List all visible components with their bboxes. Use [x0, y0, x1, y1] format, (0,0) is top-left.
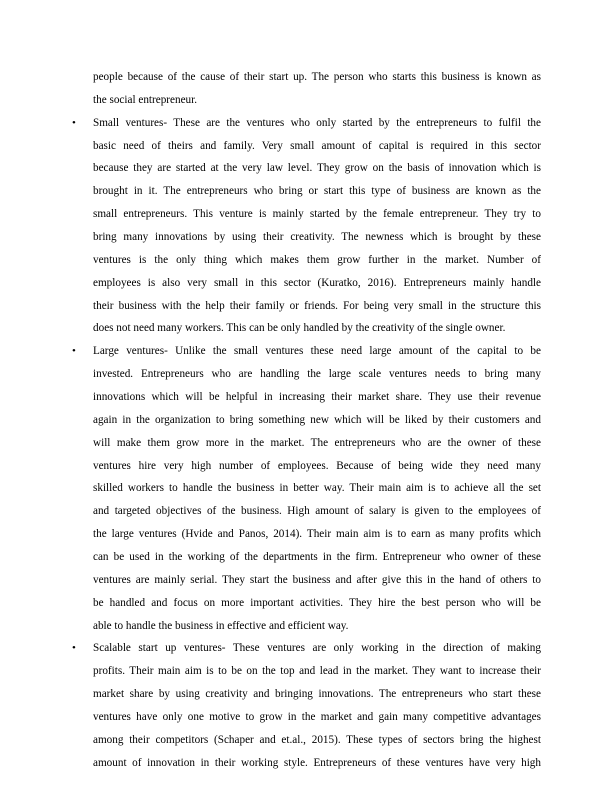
- scalable-ventures-line: ventures have only one motive to grow in the market and gain many competitive advantages: [93, 711, 541, 723]
- large-ventures-line: ventures are mainly serial. They start the business and after give this in the hand of others to: [93, 574, 541, 586]
- intro-line: the social entrepreneur.: [93, 94, 198, 106]
- small-ventures-line: bring many innovations by using their creativity. The newness which is brought by these: [93, 231, 541, 243]
- bullet-icon: •: [72, 345, 76, 357]
- large-ventures-line: invested. Entrepreneurs who are handling the large scale ventures needs to bring many: [93, 368, 541, 380]
- scalable-ventures-line: profits. Their main aim is to be on the top and lead in the market. They want to increase their: [93, 665, 541, 677]
- small-ventures-line: small entrepreneurs. This venture is mainly started by the female entrepreneur. They try to: [93, 208, 541, 220]
- scalable-ventures-line: amount of innovation in their working style. Entrepreneurs of these ventures have very high: [93, 757, 541, 769]
- large-ventures-line: skilled workers to handle the business in better way. Their main aim is to achieve all the set: [93, 482, 541, 494]
- scalable-ventures-line: Scalable start up ventures- These ventures are only working in the direction of making: [93, 642, 541, 654]
- large-ventures-line: ventures hire very high number of employees. Because of being wide they need many: [93, 460, 541, 472]
- large-ventures-line: again in the organization to bring something new which will be liked by their customers and: [93, 414, 541, 426]
- small-ventures-line: employees is also very small in this sector (Kuratko, 2016). Entrepreneurs mainly handle: [93, 277, 541, 289]
- large-ventures-line: the large ventures (Hvide and Panos, 2014). Their main aim is to earn as many profits which: [93, 528, 541, 540]
- scalable-ventures-line: among their competitors (Schaper and et.al., 2015). These types of sectors bring the highest: [93, 734, 541, 746]
- large-ventures-line: able to handle the business in effective and efficient way.: [93, 620, 349, 632]
- intro-line: people because of the cause of their start up. The person who starts this business is known as: [93, 71, 541, 83]
- bullet-icon: •: [72, 117, 76, 129]
- small-ventures-line: basic need of theirs and family. Very small amount of capital is required in this sector: [93, 140, 541, 152]
- large-ventures-line: innovations which will be helpful in increasing their market share. They use their revenue: [93, 391, 541, 403]
- small-ventures-line: Small ventures- These are the ventures who only started by the entrepreneurs to fulfil the: [93, 117, 541, 129]
- large-ventures-line: and targeted objectives of the business. High amount of salary is given to the employees of: [93, 505, 541, 517]
- large-ventures-line: be handled and focus on more important activities. They hire the best person who will be: [93, 597, 541, 609]
- bullet-icon: •: [72, 642, 76, 654]
- small-ventures-line: ventures is the only thing which makes them grow further in the market. Number of: [93, 254, 541, 266]
- large-ventures-line: will make them grow more in the market. The entrepreneurs who are the owner of these: [93, 437, 541, 449]
- scalable-ventures-line: market share by using creativity and bringing innovations. The entrepreneurs who start these: [93, 688, 541, 700]
- large-ventures-line: Large ventures- Unlike the small ventures these need large amount of the capital to be: [93, 345, 541, 357]
- small-ventures-line: because they are started at the very law level. They grow on the basis of innovation which is: [93, 162, 541, 174]
- small-ventures-line: brought in it. The entrepreneurs who bring or start this type of business are known as the: [93, 185, 541, 197]
- small-ventures-line: their business with the help their family or friends. For being very small in the structure this: [93, 300, 541, 312]
- small-ventures-line: does not need many workers. This can be only handled by the creativity of the single owner.: [93, 322, 506, 334]
- large-ventures-line: can be used in the working of the departments in the firm. Entrepreneur who owner of these: [93, 551, 541, 563]
